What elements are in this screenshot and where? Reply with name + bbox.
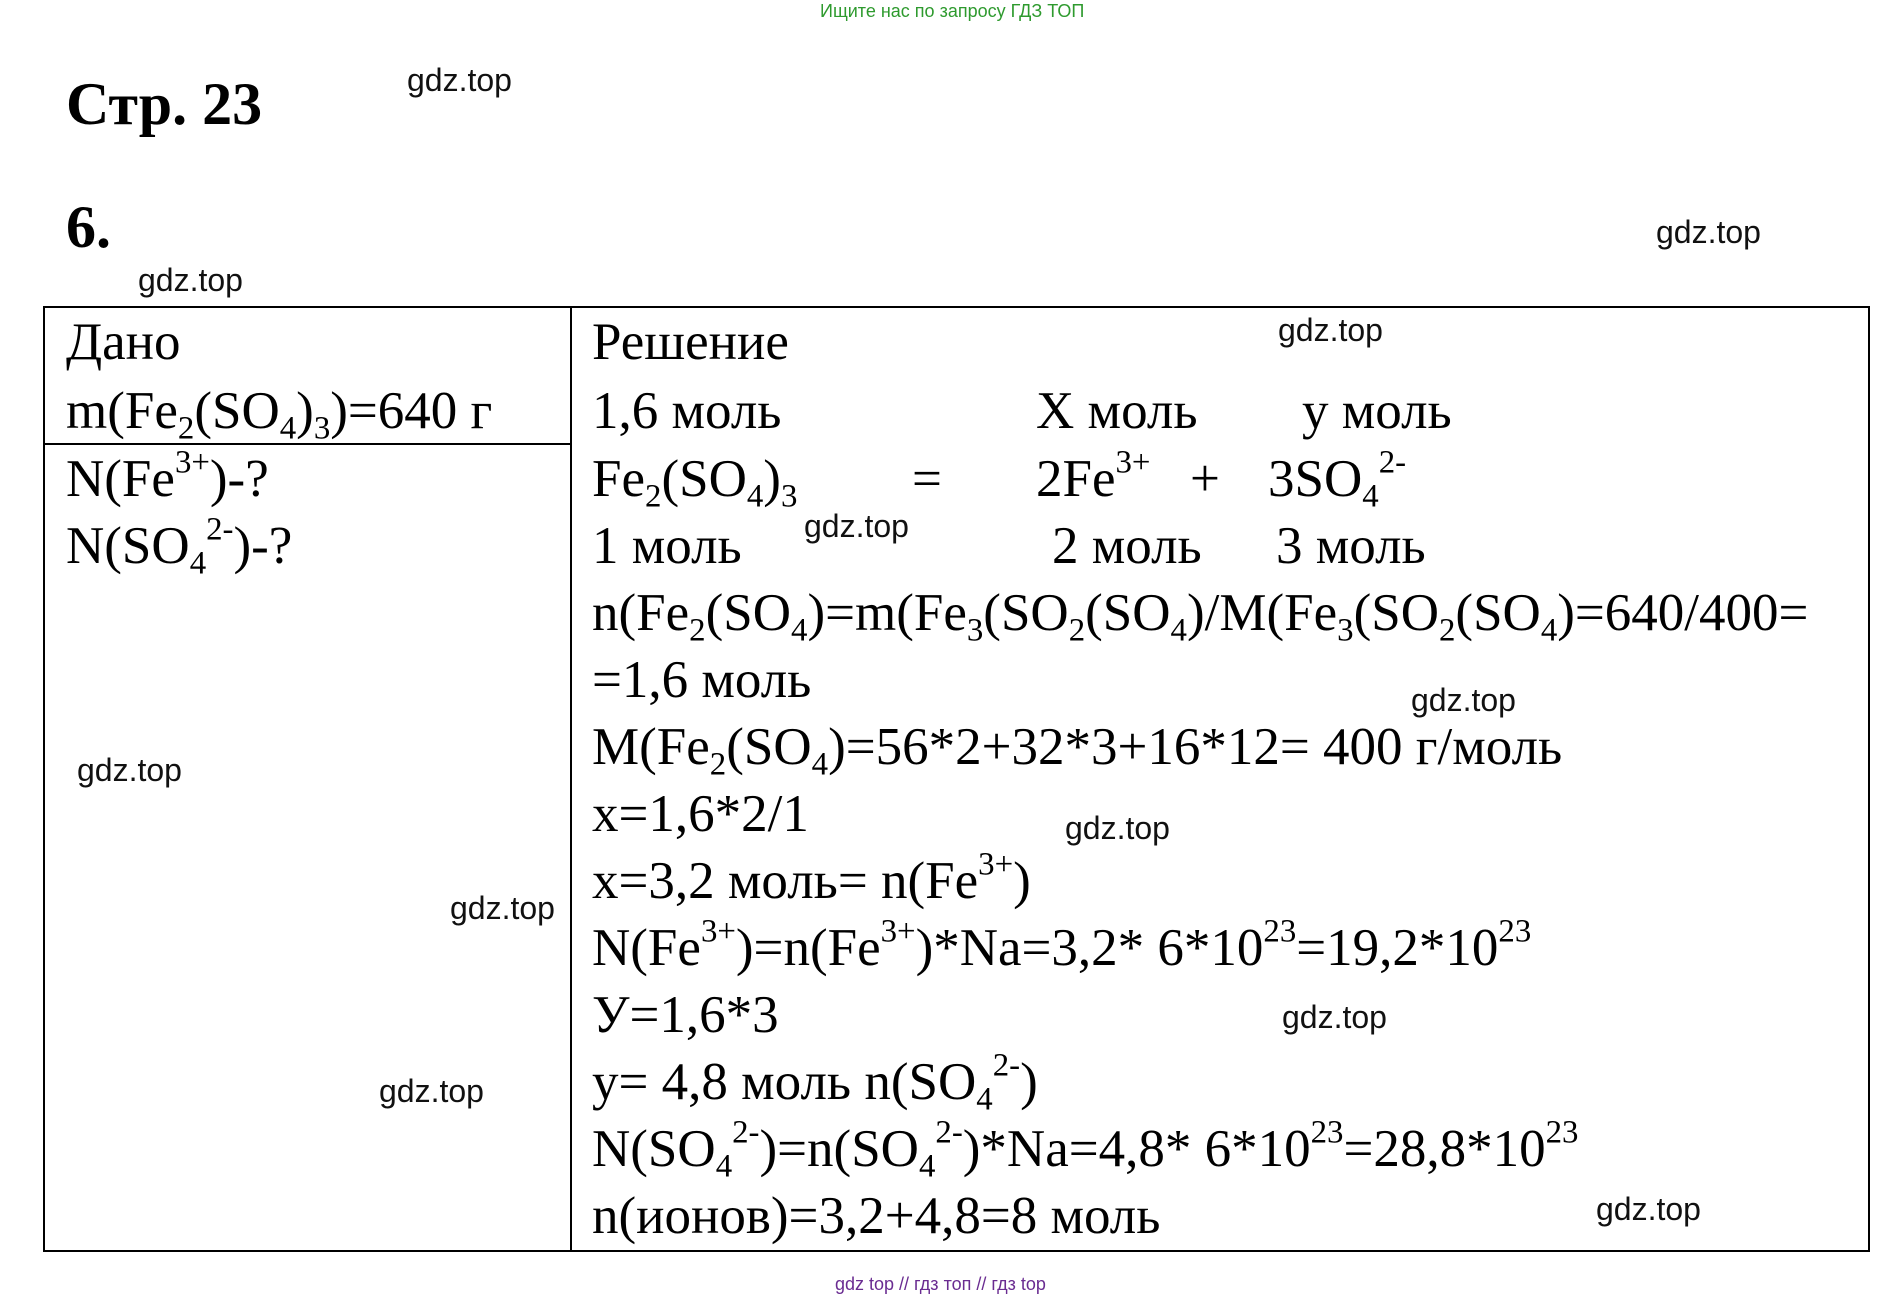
equation-so4-ion: $3SO_4^{2-}$: [1268, 444, 1407, 515]
watermark: gdz.top: [1282, 999, 1387, 1035]
watermark: gdz.top: [1656, 214, 1761, 250]
watermark: gdz.top: [379, 1073, 484, 1109]
moles-above-3: у моль: [1302, 382, 1452, 440]
given-divider: [43, 443, 572, 445]
moles-above-1: 1,6 моль: [592, 382, 782, 440]
solution-line-y-calc: У=1,6*3: [592, 986, 779, 1044]
find-so4-ions: $N(SO_4^{2-})-$?: [66, 511, 293, 582]
watermark: gdz.top: [77, 752, 182, 788]
solution-line-fe-count: $N(Fe^{3+})=n(Fe^{3+})*Na=3,2*$ $6*10^{23}=19,2*10^{23}$: [592, 913, 1532, 977]
watermark: gdz.top: [1278, 312, 1383, 348]
column-divider: [570, 306, 572, 1252]
watermark: gdz.top: [407, 62, 512, 98]
solution-line-so4-count: $N(SO_4^{2-})=n(SO_4^{2-})*Na=4,8*$ $6*10^{23}=28,8*10^{23}$: [592, 1114, 1579, 1185]
equation-reactant: $Fe_2(SO_4)_3$: [592, 450, 798, 515]
watermark: gdz.top: [1596, 1191, 1701, 1227]
solution-line-total-ions: n(ионов)=3,2+4,8=8 моль: [592, 1187, 1161, 1245]
solution-line-x-result: x=3,2 моль= $n(Fe^{3+})$: [592, 846, 1031, 910]
watermark: gdz.top: [138, 262, 243, 298]
task-number: 6.: [66, 194, 111, 260]
solution-line-amount-result: =1,6 моль: [592, 651, 812, 709]
given-header: Дано: [66, 313, 181, 371]
moles-above-2: X моль: [1036, 382, 1198, 440]
page-title: Стр. 23: [66, 71, 263, 137]
watermark: gdz.top: [450, 890, 555, 926]
solution-line-molar-mass: $M(Fe_2(SO_4)=56*2+32*3+16*12= 400$ г/моль: [592, 718, 1563, 783]
bottom-banner: gdz top // гдз топ // гдз top: [835, 1274, 1046, 1294]
solution-line-x-calc: x=1,6*2/1: [592, 785, 809, 843]
equation-fe-ion: $2Fe^{3+}$: [1036, 444, 1151, 508]
watermark: gdz.top: [1411, 682, 1516, 718]
solution-header: Решение: [592, 313, 789, 371]
moles-below-2: 2 моль: [1052, 517, 1202, 575]
top-banner: Ищите нас по запросу ГДЗ ТОП: [820, 1, 1085, 21]
moles-below-3: 3 моль: [1276, 517, 1426, 575]
solution-line-y-result: y= 4,8 моль $n(SO_4^{2-})$: [592, 1047, 1038, 1118]
given-mass: $m(Fe_2(SO_4)_3)=640$ г: [66, 382, 493, 447]
moles-below-1: 1 моль: [592, 517, 742, 575]
find-fe-ions: $N(Fe^{3+})-$?: [66, 444, 269, 508]
watermark: gdz.top: [804, 508, 909, 544]
watermark: gdz.top: [1065, 810, 1170, 846]
equation-equals: =: [912, 450, 942, 508]
solution-line-amount: $n(Fe_2(SO_4)=m(Fe_3(SO_2(SO_4)/M(Fe_3(SO_2(SO_4)=640/400=$: [592, 584, 1809, 649]
equation-plus: +: [1190, 450, 1220, 508]
